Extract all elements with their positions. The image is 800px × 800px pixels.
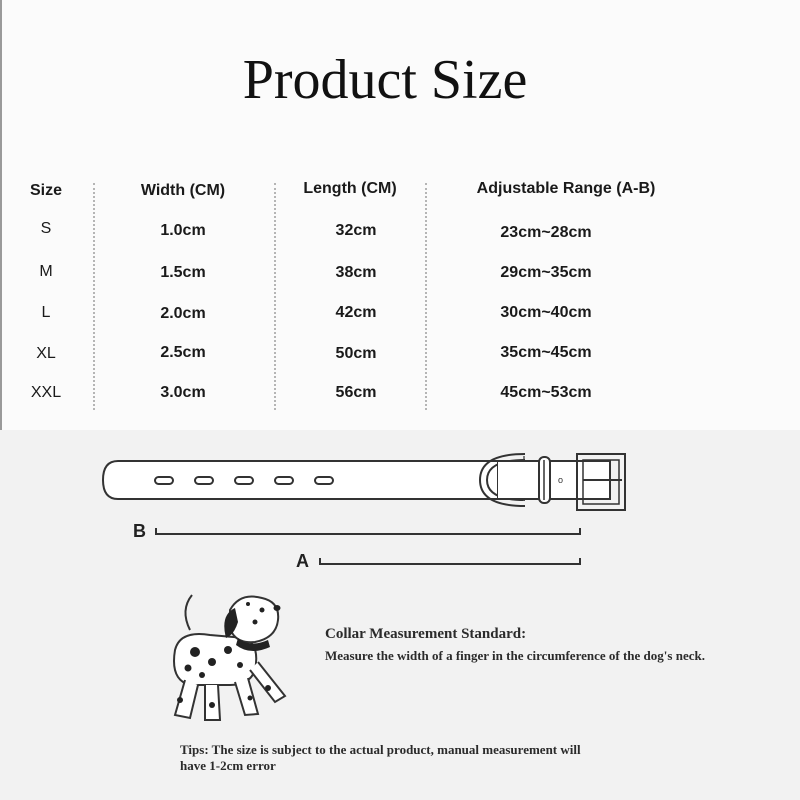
table-cell-size: L — [41, 304, 51, 321]
table-cell-length: 42cm — [335, 304, 377, 321]
table-cell-width: 2.5cm — [160, 344, 206, 361]
label-a: A — [296, 551, 309, 571]
table-cell-size: XL — [36, 345, 56, 362]
column-divider — [93, 183, 95, 410]
label-b: B — [133, 521, 146, 541]
column-divider — [274, 183, 276, 410]
table-cell-range: 45cm~53cm — [500, 384, 592, 401]
table-cell-length: 56cm — [335, 384, 377, 401]
ring-mark: o — [558, 475, 564, 485]
table-cell-width: 1.5cm — [160, 264, 206, 281]
table-cell-size: M — [39, 263, 53, 280]
header-width: Width (CM) — [140, 182, 226, 199]
table-cell-range: 35cm~45cm — [500, 344, 592, 361]
table-cell-length: 50cm — [335, 345, 377, 362]
measure-line-b — [156, 528, 580, 534]
measure-line-a — [320, 558, 580, 564]
dalmatian-dog-illustration — [150, 590, 310, 730]
collar-strap — [103, 461, 498, 499]
header-size: Size — [29, 182, 63, 199]
collar-diagram — [0, 430, 800, 600]
table-cell-size: S — [40, 220, 52, 237]
page-title: Product Size — [242, 49, 528, 111]
measurement-standard-text: Measure the width of a finger in the circumference of the dog's neck. — [325, 648, 705, 663]
table-cell-range: 23cm~28cm — [500, 224, 592, 241]
table-cell-width: 1.0cm — [160, 222, 206, 239]
column-divider — [425, 183, 427, 410]
measurement-standard-title: Collar Measurement Standard: — [325, 626, 527, 642]
table-cell-width: 3.0cm — [160, 384, 206, 401]
header-adjustable-range: Adjustable Range (A-B) — [476, 180, 656, 197]
table-cell-range: 29cm~35cm — [500, 264, 592, 281]
table-cell-size: XXL — [30, 384, 62, 401]
tips-text: Tips: The size is subject to the actual product, manual measurement will have 1-2cm error — [180, 742, 581, 773]
table-cell-length: 32cm — [335, 222, 377, 239]
header-length: Length (CM) — [303, 180, 397, 197]
table-cell-width: 2.0cm — [160, 305, 206, 322]
table-cell-range: 30cm~40cm — [500, 304, 592, 321]
table-cell-length: 38cm — [335, 264, 377, 281]
